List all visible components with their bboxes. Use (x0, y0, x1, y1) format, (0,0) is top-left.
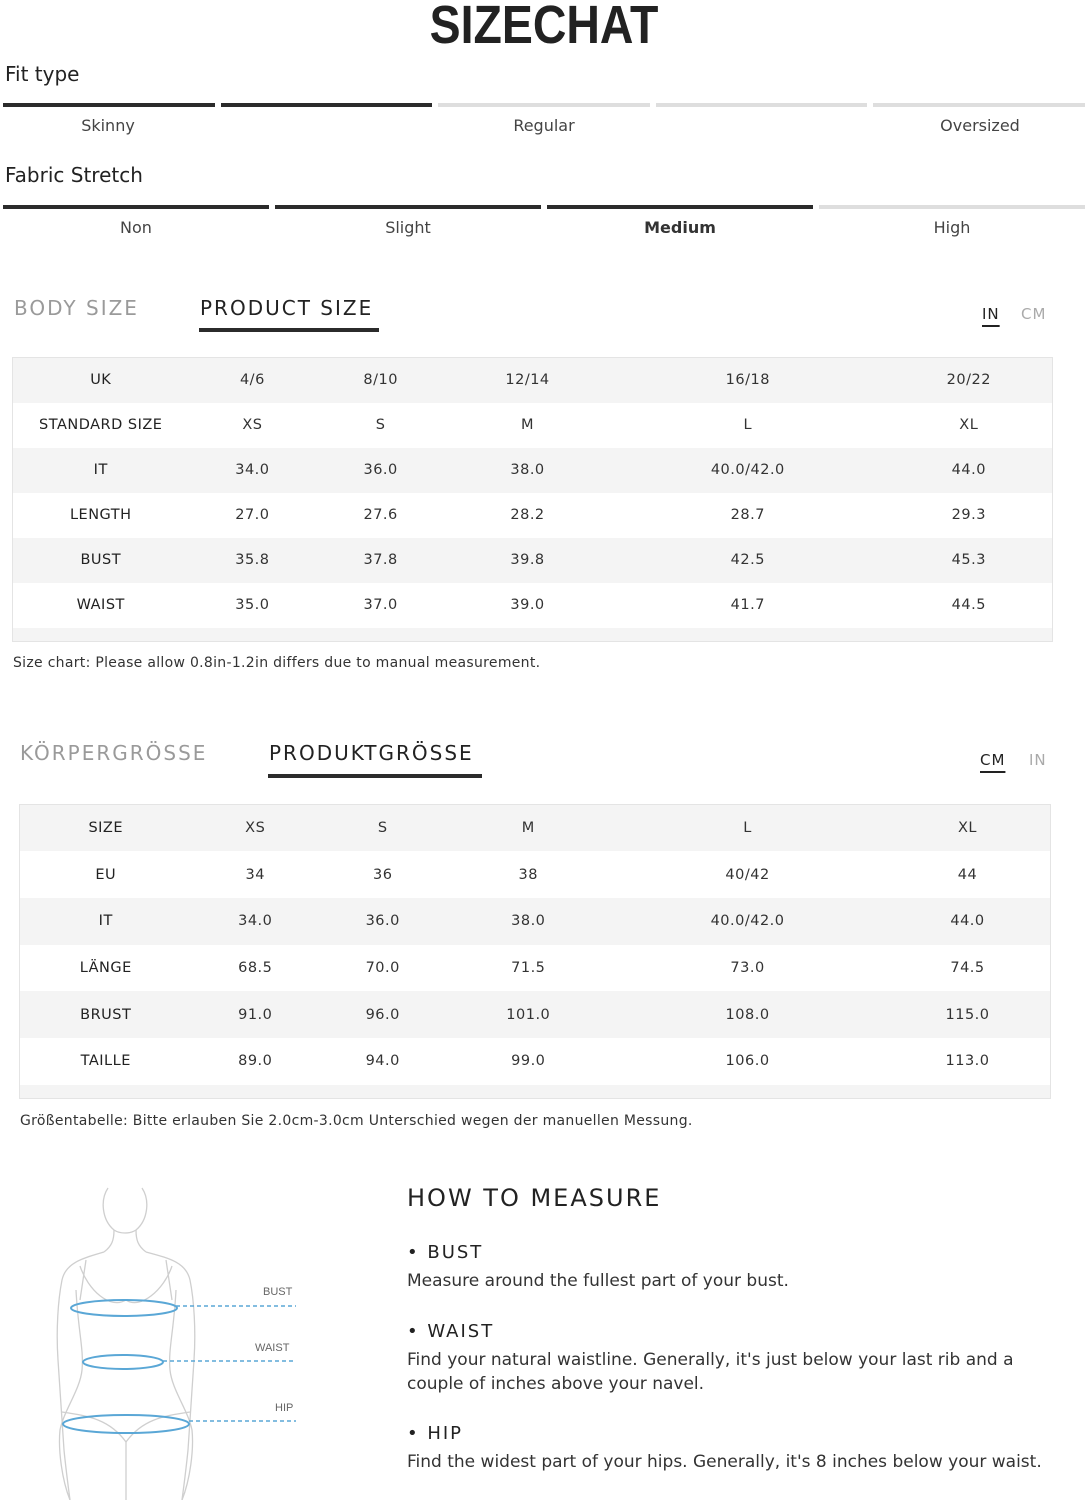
fit-option-regular: Regular (513, 116, 575, 135)
row-header-cell: STANDARD SIZE (39, 417, 163, 433)
table-cell: 70.0 (365, 959, 400, 976)
table-cell: 71.5 (511, 959, 546, 976)
table-cell: 44.0 (886, 448, 1053, 493)
row-header-cell: SIZE (20, 805, 192, 852)
table-cell: 36.0 (316, 448, 445, 493)
table-cell: 34.0 (192, 898, 319, 945)
table-row (13, 448, 1053, 493)
table-cell: 38.0 (445, 448, 610, 493)
size-note-cm: Größentabelle: Bitte erlauben Sie 2.0cm-3.0cm Unterschied wegen der manuellen Messung. (20, 1113, 693, 1129)
fabric-stretch-label: Fabric Stretch (5, 163, 143, 187)
row-header-cell: BUST (13, 538, 189, 583)
table-cell: 39.0 (510, 597, 545, 613)
table-row (20, 898, 1051, 945)
figure-label-bust: BUST (263, 1286, 293, 1298)
table-cell: 44.0 (885, 898, 1050, 945)
table-cell: 45.3 (886, 538, 1053, 583)
table-cell: 36.0 (319, 898, 446, 945)
table-cell: 68.5 (238, 959, 273, 976)
table-cell: 94.0 (365, 1053, 400, 1070)
table-cell: 27.6 (363, 507, 398, 523)
measure-waist-title: • WAIST (407, 1321, 495, 1342)
measure-bust-text: Measure around the fullest part of your bust. (407, 1271, 789, 1291)
table-cell: 44.5 (951, 597, 986, 613)
table-cell: 39.8 (445, 538, 610, 583)
row-header-cell: LENGTH (69, 507, 132, 523)
body-measure-illustration (40, 1180, 320, 1500)
table-cell: 106.0 (725, 1053, 770, 1070)
active-tab-indicator (268, 774, 482, 778)
row-header-cell: EU (95, 866, 117, 883)
fabric-stretch-segment (819, 205, 1085, 209)
figure-label-hip: HIP (275, 1402, 294, 1414)
table-cell: 44 (957, 866, 978, 883)
table-cell: 36 (373, 866, 393, 883)
tab-produktgroesse[interactable]: PRODUKTGRÖSSE (269, 741, 474, 765)
row-header-cell: UK (13, 358, 189, 403)
table-cell: 35.8 (189, 538, 317, 583)
row-header-cell: TAILLE (80, 1053, 131, 1070)
row-header-cell: IT (13, 448, 189, 493)
table-cell: 37.8 (316, 538, 445, 583)
table-cell: 16/18 (610, 358, 886, 403)
fit-type-segment (3, 103, 215, 107)
table-cell: 108.0 (610, 991, 885, 1038)
row-header-cell: WAIST (76, 597, 125, 613)
fit-option-skinny: Skinny (81, 116, 135, 135)
table-cell: 115.0 (885, 991, 1050, 1038)
size-table-inches (12, 357, 1053, 642)
table-cell: 96.0 (319, 991, 446, 1038)
table-cell: 28.2 (510, 507, 545, 523)
active-tab-indicator (199, 328, 379, 332)
stretch-option-slight: Slight (385, 218, 431, 237)
table-cell: 20/22 (886, 358, 1053, 403)
how-to-measure-title: HOW TO MEASURE (407, 1184, 662, 1212)
fit-type-segment (438, 103, 650, 107)
table-cell: 91.0 (192, 991, 319, 1038)
fabric-stretch-segment (275, 205, 541, 209)
table-cell: 40/42 (725, 866, 770, 883)
table-cell: 113.0 (945, 1053, 990, 1070)
figure-label-waist: WAIST (255, 1342, 290, 1354)
table-cell: 27.0 (235, 507, 270, 523)
table-cell: 12/14 (445, 358, 610, 403)
table-cell: 40.0/42.0 (610, 898, 885, 945)
table-cell: 8/10 (316, 358, 445, 403)
fit-type-label: Fit type (5, 62, 80, 86)
fit-option-oversized: Oversized (940, 116, 1020, 135)
measure-hip-title: • HIP (407, 1423, 464, 1444)
table-cell: XS (192, 805, 319, 852)
fit-type-segment (873, 103, 1085, 107)
table-row (13, 358, 1053, 403)
table-row (13, 583, 1053, 628)
table-cell: XL (885, 805, 1050, 852)
page-title: SIZECHAT (429, 0, 659, 55)
tab-koerpergroesse[interactable]: KÖRPERGRÖSSE (20, 741, 208, 765)
table-cell: 38.0 (446, 898, 610, 945)
fit-type-segment (656, 103, 868, 107)
table-cell: 34.0 (189, 448, 317, 493)
table-cell: 73.0 (730, 959, 765, 976)
table-cell: 101.0 (446, 991, 610, 1038)
size-table-cm (19, 804, 1051, 1099)
measure-bust-title: • BUST (407, 1242, 484, 1263)
table-cell: XS (242, 417, 263, 433)
table-cell: S (375, 417, 386, 433)
unit-cm-toggle[interactable]: CM (1021, 305, 1047, 323)
table-cell: XL (959, 417, 979, 433)
table-cell: 40.0/42.0 (610, 448, 886, 493)
tab-body-size[interactable]: BODY SIZE (14, 296, 139, 320)
stretch-option-non: Non (120, 218, 152, 237)
table-cell: 42.5 (610, 538, 886, 583)
table-footer-row (13, 628, 1053, 642)
unit-in-toggle[interactable]: IN (982, 305, 1000, 323)
measure-hip-text: Find the widest part of your hips. Generally, it's 8 inches below your waist. (407, 1452, 1042, 1472)
table-cell: 38 (518, 866, 538, 883)
table-cell: 99.0 (511, 1053, 546, 1070)
fit-type-segment (221, 103, 433, 107)
stretch-option-medium: Medium (644, 218, 716, 237)
fabric-stretch-segment (3, 205, 269, 209)
measure-waist-text: Find your natural waistline. Generally, it's just below your last rib and a couple of inches above your navel. (407, 1350, 1014, 1394)
unit-in-toggle[interactable]: IN (1029, 751, 1047, 769)
table-cell: M (446, 805, 610, 852)
table-row (20, 1038, 1051, 1085)
table-cell: 74.5 (950, 959, 985, 976)
fabric-stretch-segment (547, 205, 813, 209)
table-cell: 41.7 (730, 597, 765, 613)
unit-cm-toggle[interactable]: CM (980, 751, 1006, 769)
table-cell: L (743, 417, 753, 433)
table-row (20, 805, 1051, 852)
row-header-cell: BRUST (20, 991, 192, 1038)
table-cell: 34 (245, 866, 265, 883)
table-cell: S (319, 805, 446, 852)
table-cell: 4/6 (189, 358, 317, 403)
table-cell: 37.0 (363, 597, 398, 613)
table-row (20, 991, 1051, 1038)
table-row (20, 851, 1051, 898)
table-cell: L (610, 805, 885, 852)
table-row (13, 538, 1053, 583)
table-cell: 28.7 (730, 507, 765, 523)
table-row (13, 403, 1053, 448)
body-silhouette-icon (40, 1180, 320, 1500)
table-cell: 35.0 (235, 597, 270, 613)
table-row (20, 945, 1051, 992)
table-cell: 29.3 (951, 507, 986, 523)
row-header-cell: LÄNGE (79, 959, 132, 976)
stretch-option-high: High (933, 218, 971, 237)
size-note-inches: Size chart: Please allow 0.8in-1.2in differs due to manual measurement. (13, 655, 541, 671)
table-footer-row (20, 1085, 1051, 1099)
table-cell: 89.0 (238, 1053, 273, 1070)
tab-product-size[interactable]: PRODUCT SIZE (200, 296, 374, 320)
table-row (13, 493, 1053, 538)
row-header-cell: IT (20, 898, 192, 945)
table-cell: M (521, 417, 535, 433)
